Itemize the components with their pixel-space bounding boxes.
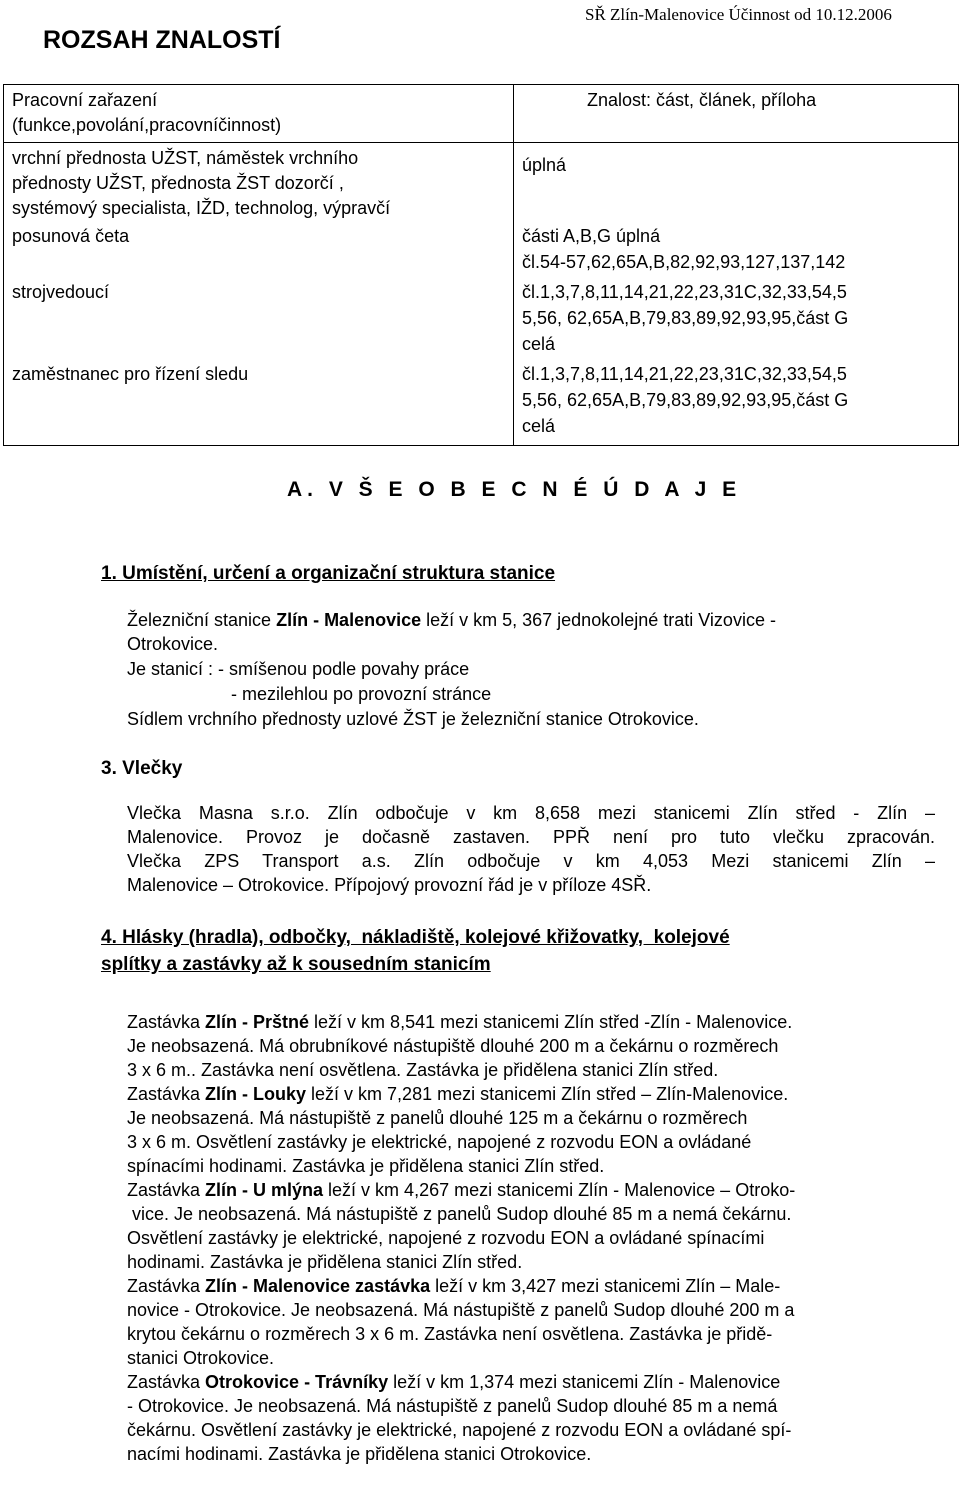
text-line: 3 x 6 m. Osvětlení zastávky je elektrické, napojené z rozvodu EON a ovládané	[127, 1132, 752, 1152]
stop-prefix: Zastávka	[127, 1180, 206, 1200]
role-line: vrchní přednosta UŽST, náměstek vrchního	[12, 148, 359, 169]
stop-name: Otrokovice - Trávníky	[205, 1372, 389, 1392]
knowledge-line: části A,B,G úplná	[522, 226, 661, 247]
text-line: Je neobsazená. Má obrubníkové nástupiště dlouhé 200 m a čekárnu o rozměrech	[127, 1036, 779, 1056]
knowledge-line: 5,56, 62,65A,B,79,83,89,92,93,95,část G	[522, 390, 849, 411]
text-line: 3 x 6 m.. Zastávka není osvětlena. Zastávka je přidělena stanici Zlín střed.	[127, 1060, 719, 1080]
stop-suffix: leží v km 7,281 mezi stanicemi Zlín střed – Zlín-Malenovice.	[306, 1084, 789, 1104]
text-line: Malenovice. Provoz je dočasně zastaven. PPŘ není pro tuto vlečku zpracován.	[127, 827, 935, 847]
station-prefix: Železniční stanice	[127, 610, 277, 630]
stop-line	[127, 1178, 925, 1202]
stop-prefix: Zastávka	[127, 1084, 206, 1104]
knowledge-header: Znalost: část, článek, příloha	[587, 90, 817, 110]
knowledge-line: 5,56, 62,65A,B,79,83,89,92,93,95,část G	[522, 308, 849, 329]
stop-prefix: Zastávka	[127, 1276, 206, 1296]
table-header-knowledge	[514, 85, 959, 143]
knowledge-line: celá	[522, 416, 556, 437]
knowledge-cell	[514, 143, 959, 446]
text-line: Sídlem vrchního přednosty uzlové ŽST je železniční stanice Otrokovice.	[127, 709, 699, 729]
section-title: A. V Š E O B E C N É Ú D A J E	[287, 478, 742, 501]
stop-suffix: leží v km 4,267 mezi stanicemi Zlín - Malenovice – Otroko-	[323, 1180, 796, 1200]
text-line: novice - Otrokovice. Je neobsazená. Má nástupiště z panelů Sudop dlouhé 200 m a	[127, 1300, 795, 1320]
stop-name: Zlín - Prštné	[205, 1012, 310, 1032]
knowledge-table	[3, 84, 959, 446]
knowledge-line: čl.1,3,7,8,11,14,21,22,23,31C,32,33,54,5	[522, 364, 847, 385]
table-body-row	[4, 143, 959, 446]
stop-prefix: Zastávka	[127, 1012, 206, 1032]
text-line: Malenovice – Otrokovice. Přípojový provozní řád je v příloze 4SŘ.	[127, 875, 652, 895]
stops-paragraph	[127, 1010, 925, 1466]
document-reference: SŘ Zlín-Malenovice Účinnost od 10.12.2006	[585, 5, 892, 24]
text-line: nacími hodinami. Zastávka je přidělena stanici Otrokovice.	[127, 1444, 592, 1464]
knowledge-line: úplná	[522, 155, 567, 176]
station-suffix: leží v km 5, 367 jednokolejné trati Vizovice -	[421, 610, 776, 630]
subsection-title: splítky a zastávky až k sousedním stanicím	[101, 954, 491, 975]
stop-suffix: leží v km 8,541 mezi stanicemi Zlín střed -Zlín - Malenovice.	[309, 1012, 793, 1032]
text-line: krytou čekárnu o rozměrech 3 x 6 m. Zastávka není osvětlena. Zastávka je přidě-	[127, 1324, 773, 1344]
table-header-role	[4, 85, 514, 143]
role-line: strojvedoucí	[12, 282, 110, 303]
text-line: hodinami. Zastávka je přidělena stanici Zlín střed.	[127, 1252, 523, 1272]
stop-name: Zlín - U mlýna	[205, 1180, 324, 1200]
text-line: stanici Otrokovice.	[127, 1348, 275, 1368]
subsection-title: 4. Hlásky (hradla), odbočky, nákladiště, kolejové křižovatky, kolejové	[101, 927, 730, 948]
stop-name: Zlín - Malenovice zastávka	[205, 1276, 431, 1296]
station-description	[127, 608, 776, 632]
knowledge-line: čl.1,3,7,8,11,14,21,22,23,31C,32,33,54,5	[522, 282, 847, 303]
subsection-title: 1. Umístění, určení a organizační struktura stanice	[101, 563, 556, 584]
text-line: čekárnu. Osvětlení zastávky je elektrické, napojené z rozvodu EON a ovládané spí-	[127, 1420, 792, 1440]
stop-line	[127, 1274, 925, 1298]
table-header-row	[4, 85, 959, 143]
role-header-line: (funkce,povolání,pracovníčinnost)	[12, 115, 282, 135]
role-line: zaměstnanec pro řízení sledu	[12, 364, 249, 385]
subsection-title: 3. Vlečky	[101, 758, 183, 779]
role-line: přednosty UŽST, přednosta ŽST dozorčí ,	[12, 173, 344, 194]
text-line: Osvětlení zastávky je elektrické, napojené z rozvodu EON a ovládané spínacími	[127, 1228, 765, 1248]
text-line: Je stanicí : - smíšenou podle povahy práce	[127, 659, 470, 679]
role-line: posunová četa	[12, 226, 130, 247]
role-header-line: Pracovní zařazení	[12, 90, 158, 110]
text-line: - mezilehlou po provozní stránce	[231, 684, 492, 704]
knowledge-line: čl.54-57,62,65A,B,82,92,93,127,137,142	[522, 252, 846, 273]
station-name: Zlín - Malenovice	[276, 610, 422, 630]
stop-suffix: leží v km 3,427 mezi stanicemi Zlín – Male-	[430, 1276, 781, 1296]
sidings-paragraph	[127, 801, 935, 897]
stop-line	[127, 1370, 925, 1394]
text-line: Otrokovice.	[127, 634, 219, 654]
text-line: Vlečka Masna s.r.o. Zlín odbočuje v km 8,658 mezi stanicemi Zlín střed - Zlín –	[127, 803, 935, 823]
stop-prefix: Zastávka	[127, 1372, 206, 1392]
stop-name: Zlín - Louky	[205, 1084, 307, 1104]
text-line: - Otrokovice. Je neobsazená. Má nástupiště z panelů Sudop dlouhé 85 m a nemá	[127, 1396, 778, 1416]
stop-line	[127, 1010, 925, 1034]
roles-cell	[4, 143, 514, 446]
text-line: Vlečka ZPS Transport a.s. Zlín odbočuje v km 4,053 Mezi stanicemi Zlín –	[127, 851, 935, 871]
knowledge-line: celá	[522, 334, 556, 355]
stop-suffix: leží v km 1,374 mezi stanicemi Zlín - Malenovice	[388, 1372, 781, 1392]
text-line: spínacími hodinami. Zastávka je přidělena stanici Zlín střed.	[127, 1156, 605, 1176]
text-line: vice. Je neobsazená. Má nástupiště z panelů Sudop dlouhé 85 m a nemá čekárnu.	[127, 1204, 792, 1224]
stop-line	[127, 1082, 925, 1106]
text-line: Je neobsazená. Má nástupiště z panelů dlouhé 125 m a čekárnu o rozměrech	[127, 1108, 748, 1128]
page-title: ROZSAH ZNALOSTÍ	[43, 26, 281, 54]
role-line: systémový specialista, IŽD, technolog, výpravčí	[12, 198, 391, 219]
